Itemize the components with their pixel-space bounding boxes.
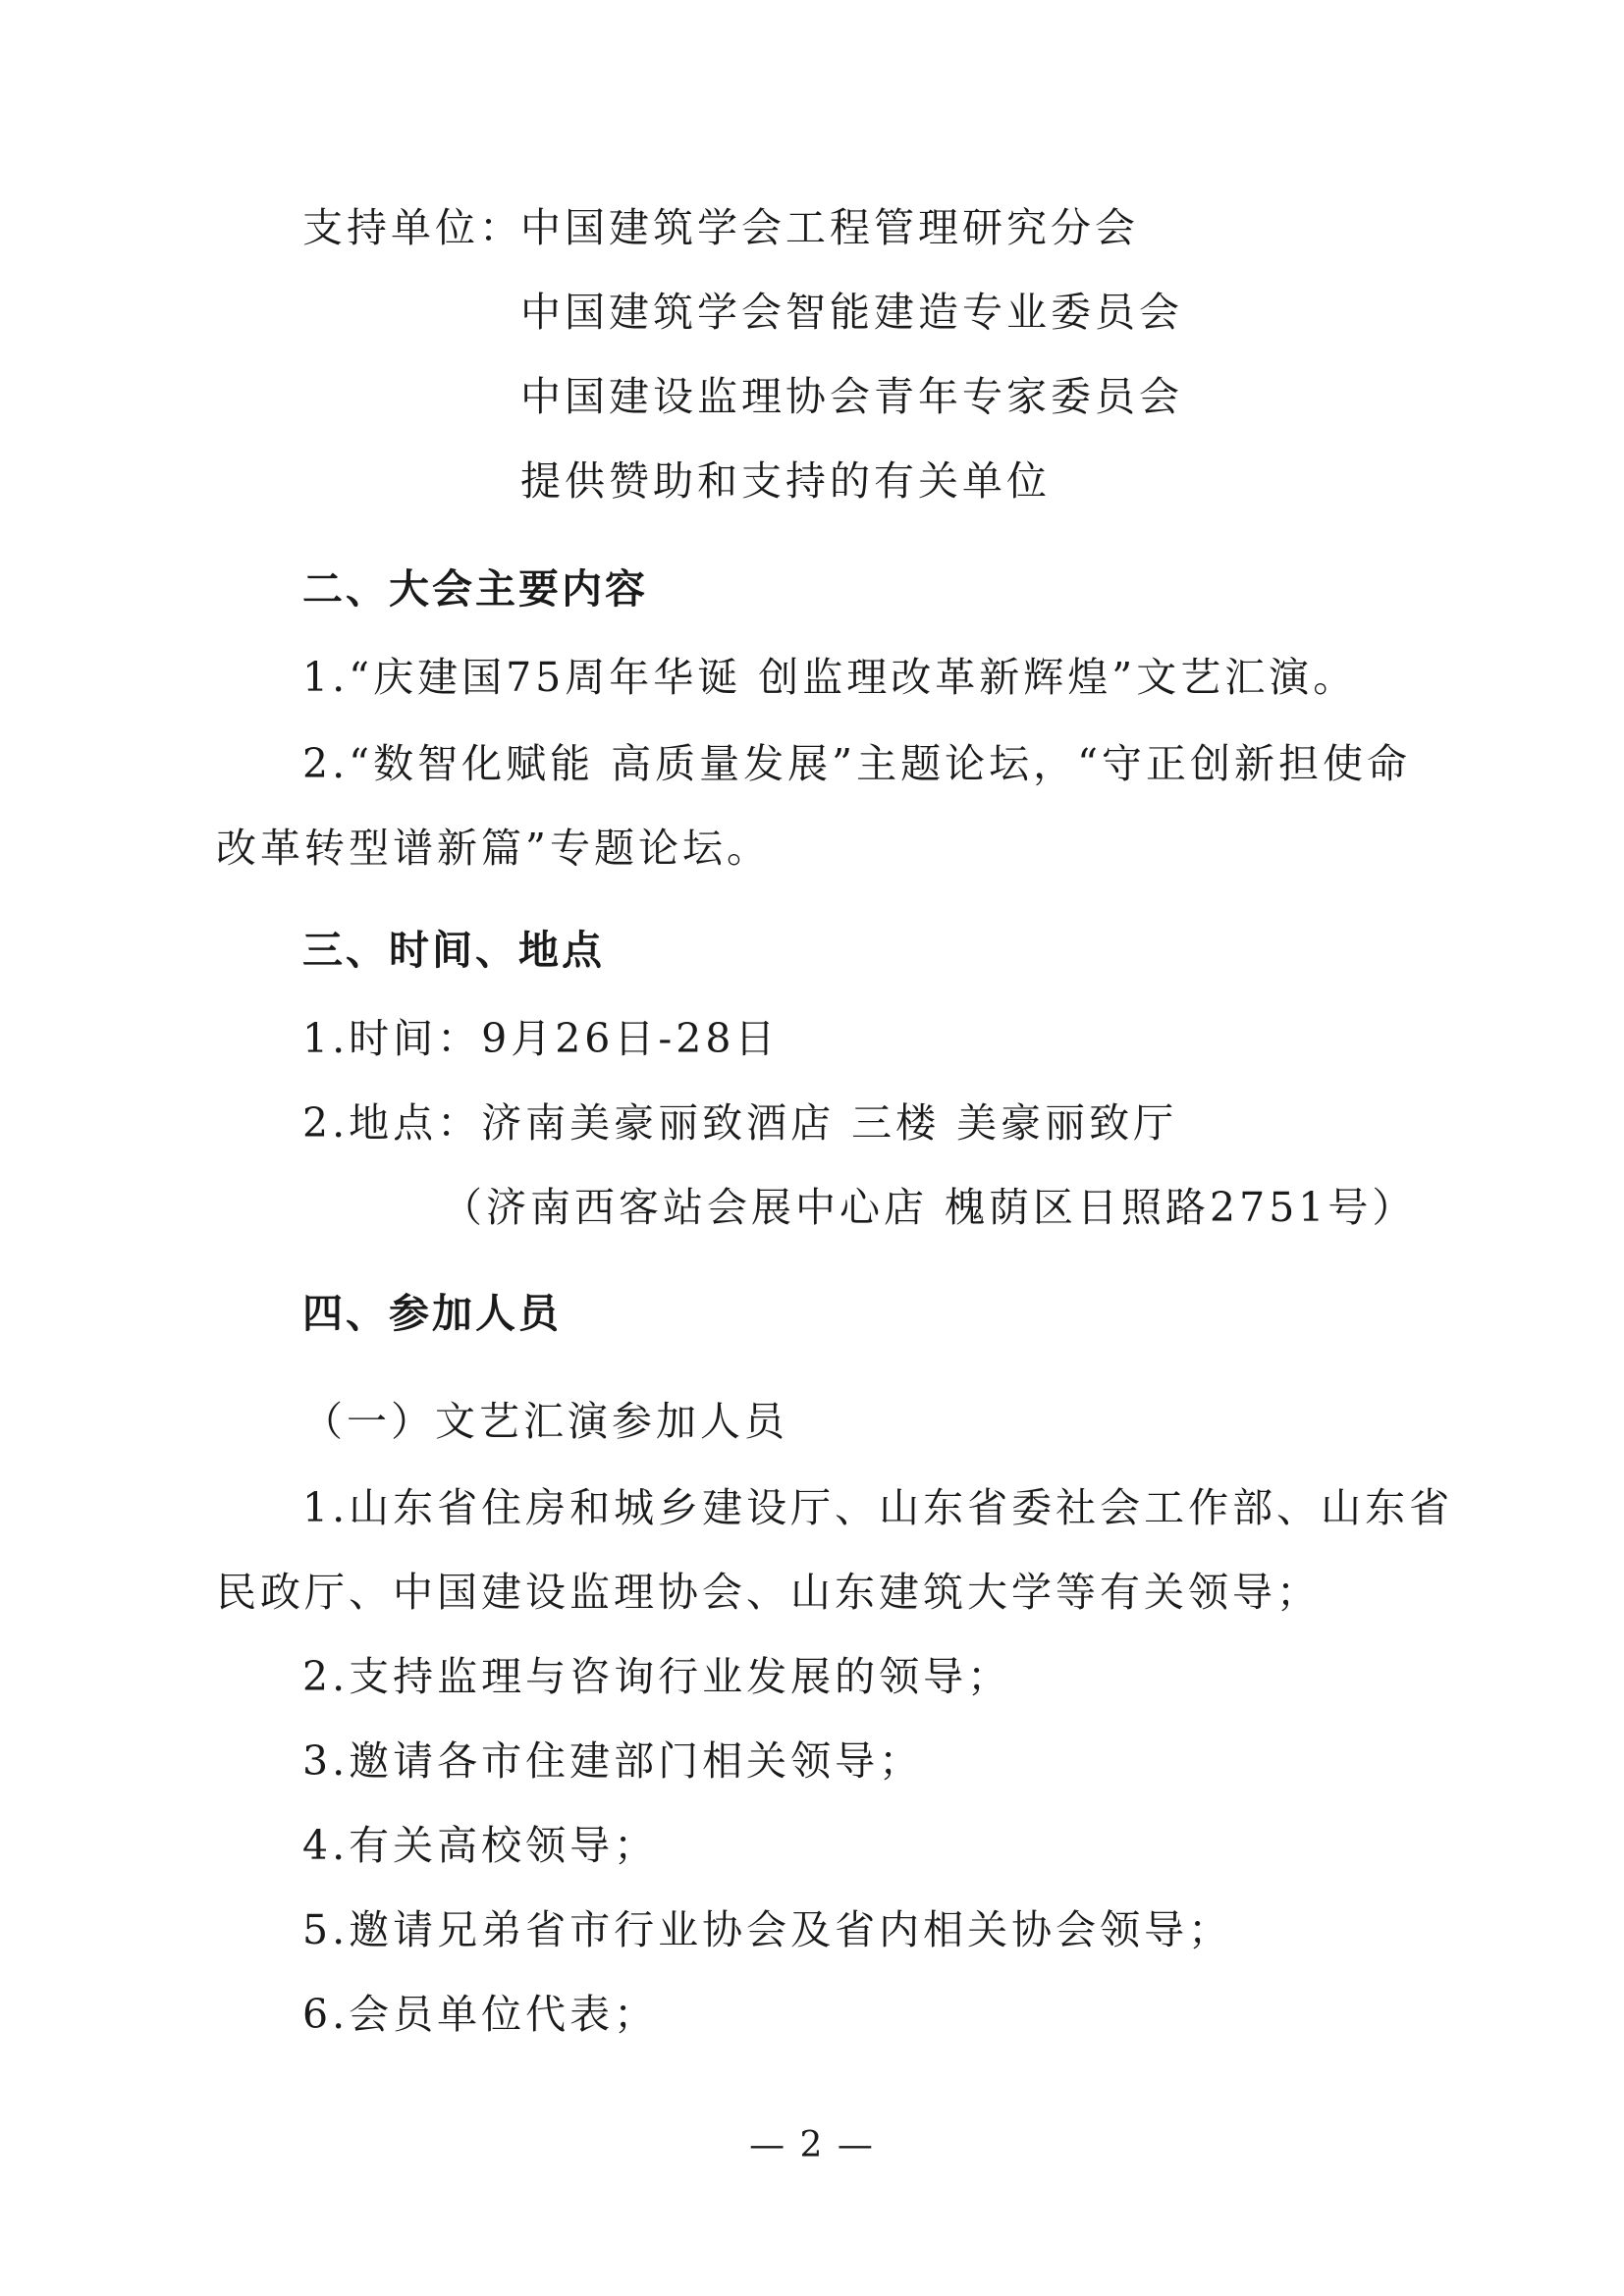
participant-item-1-line-1: 1.山东省住房和城乡建设厅、山东省委社会工作部、山东省: [302, 1484, 1454, 1531]
address-item: （济南西客站会展中心店 槐荫区日照路2751号）: [442, 1184, 1417, 1231]
participant-item-5: 5.邀请兄弟省市行业协会及省内相关协会领导；: [302, 1906, 1233, 1953]
participant-item-3: 3.邀请各市住建部门相关领导；: [302, 1737, 924, 1785]
support-unit-3: 中国建设监理协会青年专家委员会: [520, 373, 1183, 420]
participant-item-1-line-2: 民政厅、中国建设监理协会、山东建筑大学等有关领导；: [216, 1569, 1321, 1616]
main-content-item-1: 1.“庆建国75周年华诞 创监理改革新辉煌”文艺汇演。: [302, 654, 1358, 701]
page-number: — 2 —: [749, 2125, 875, 2165]
participant-item-2: 2.支持监理与咨询行业发展的领导；: [302, 1653, 1012, 1700]
section-heading-participants: 四、参加人员: [302, 1290, 562, 1337]
section-heading-time-place: 三、时间、地点: [302, 927, 605, 974]
participants-subheading-performance: （一）文艺汇演参加人员: [302, 1398, 788, 1445]
participant-item-4: 4.有关高校领导；: [302, 1822, 659, 1869]
support-units-label: 支持单位：: [302, 204, 523, 251]
main-content-item-2-line-2: 改革转型谱新篇”专题论坛。: [216, 825, 771, 872]
time-item: 1.时间：9月26日-28日: [302, 1015, 780, 1062]
place-item: 2.地点：济南美豪丽致酒店 三楼 美豪丽致厅: [302, 1099, 1178, 1147]
section-heading-main-content: 二、大会主要内容: [302, 565, 648, 613]
support-unit-2: 中国建筑学会智能建造专业委员会: [520, 289, 1183, 336]
main-content-item-2-line-1: 2.“数智化赋能 高质量发展”主题论坛，“守正创新担使命: [302, 740, 1412, 787]
support-unit-1: 中国建筑学会工程管理研究分会: [520, 204, 1139, 251]
support-unit-4: 提供赞助和支持的有关单位: [520, 457, 1051, 505]
participant-item-6: 6.会员单位代表；: [302, 1991, 659, 2038]
